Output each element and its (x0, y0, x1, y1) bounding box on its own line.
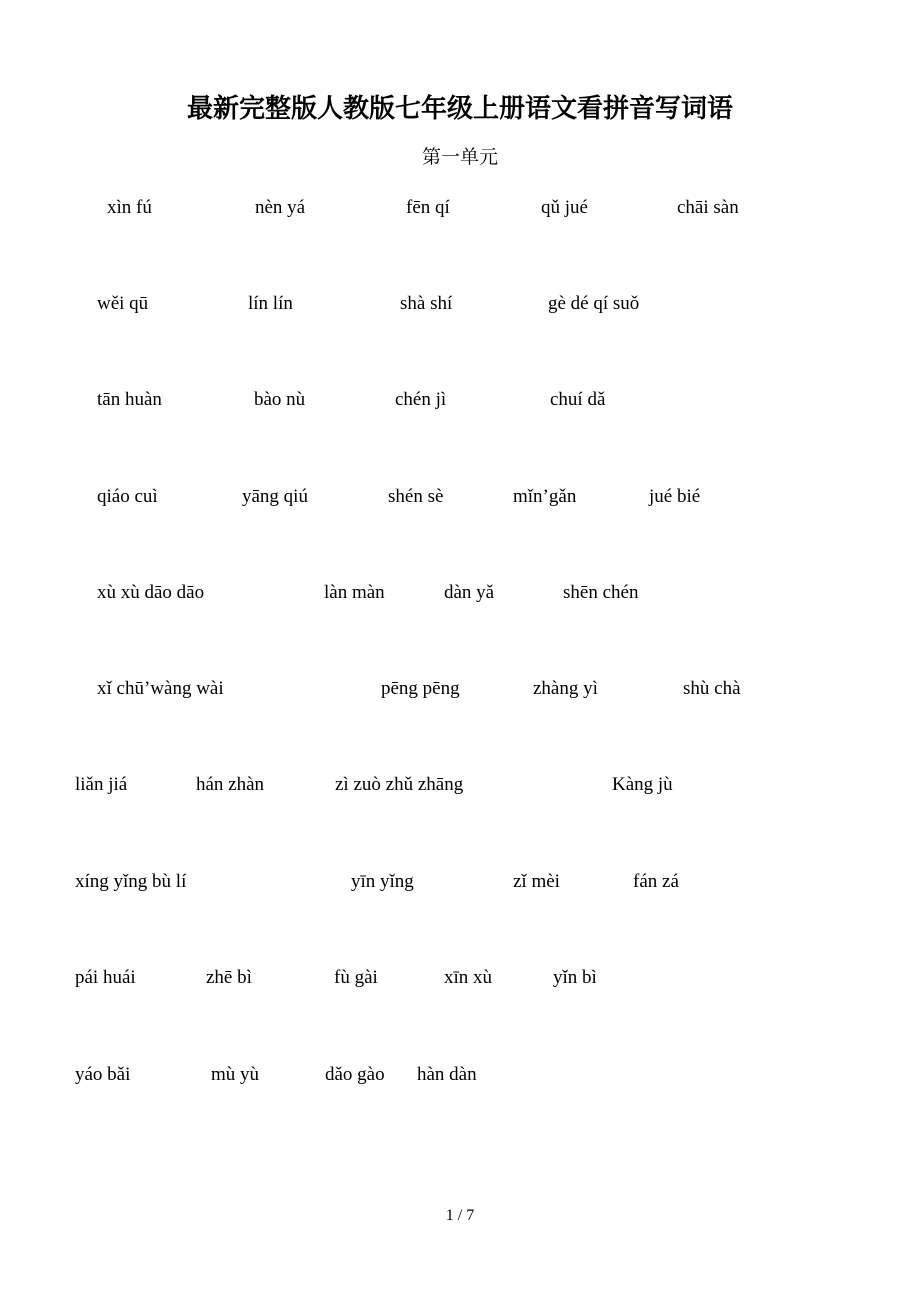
pinyin-word: chuí dǎ (550, 389, 606, 410)
pinyin-word: qǔ jué (541, 197, 588, 218)
pinyin-word: Kàng jù (612, 774, 673, 795)
pinyin-word: yīn yǐng (351, 871, 414, 892)
document-title: 最新完整版人教版七年级上册语文看拼音写词语 (186, 94, 733, 124)
pinyin-word: yáo bǎi (75, 1064, 131, 1085)
pinyin-word: tān huàn (97, 389, 162, 410)
pinyin-word: fán zá (633, 871, 679, 892)
pinyin-word: dàn yǎ (444, 582, 495, 603)
unit-heading: 第一单元 (421, 146, 498, 168)
pinyin-word: làn màn (324, 582, 385, 603)
pinyin-word: shēn chén (563, 582, 639, 603)
pinyin-word: zhàng yì (533, 678, 598, 699)
pinyin-word: pēng pēng (381, 678, 460, 699)
pinyin-word: xīn xù (444, 967, 493, 988)
pinyin-word: gè dé qí suǒ (548, 293, 640, 314)
pinyin-word: zǐ mèi (513, 871, 560, 892)
pinyin-word: nèn yá (255, 197, 306, 218)
pinyin-word: shà shí (400, 293, 453, 314)
page-number: 1 / 7 (445, 1207, 475, 1224)
pinyin-word: xù xù dāo dāo (97, 582, 205, 603)
pinyin-word: xǐ chū’wàng wài (97, 678, 224, 699)
pinyin-word: hán zhàn (196, 774, 265, 795)
pinyin-word: yāng qiú (242, 486, 308, 507)
pinyin-word: fù gài (334, 967, 378, 988)
pinyin-word: fēn qí (406, 197, 450, 218)
pinyin-word: shén sè (388, 486, 444, 507)
pinyin-word: dǎo gào (325, 1064, 385, 1085)
pinyin-word: chén jì (395, 389, 447, 410)
pinyin-word: zhē bì (206, 967, 252, 988)
pinyin-word: qiáo cuì (97, 486, 158, 507)
pinyin-word: jué bié (649, 486, 701, 507)
pinyin-word: mù yù (211, 1064, 260, 1085)
pinyin-word: hàn dàn (417, 1064, 477, 1085)
pinyin-word: wěi qū (97, 293, 149, 314)
pinyin-word: xíng yǐng bù lí (75, 871, 187, 892)
pinyin-word: lín lín (248, 293, 293, 314)
pinyin-word: liǎn jiá (75, 774, 128, 795)
pinyin-word: mǐn’gǎn (513, 486, 577, 507)
pinyin-word: pái huái (75, 967, 136, 988)
pinyin-word: shù chà (683, 678, 741, 699)
pinyin-word: yǐn bì (553, 967, 597, 988)
pinyin-word: zì zuò zhǔ zhāng (335, 774, 464, 795)
pinyin-word: xìn fú (107, 197, 152, 218)
pinyin-word: bào nù (254, 389, 306, 410)
pinyin-word: chāi sàn (677, 197, 739, 218)
